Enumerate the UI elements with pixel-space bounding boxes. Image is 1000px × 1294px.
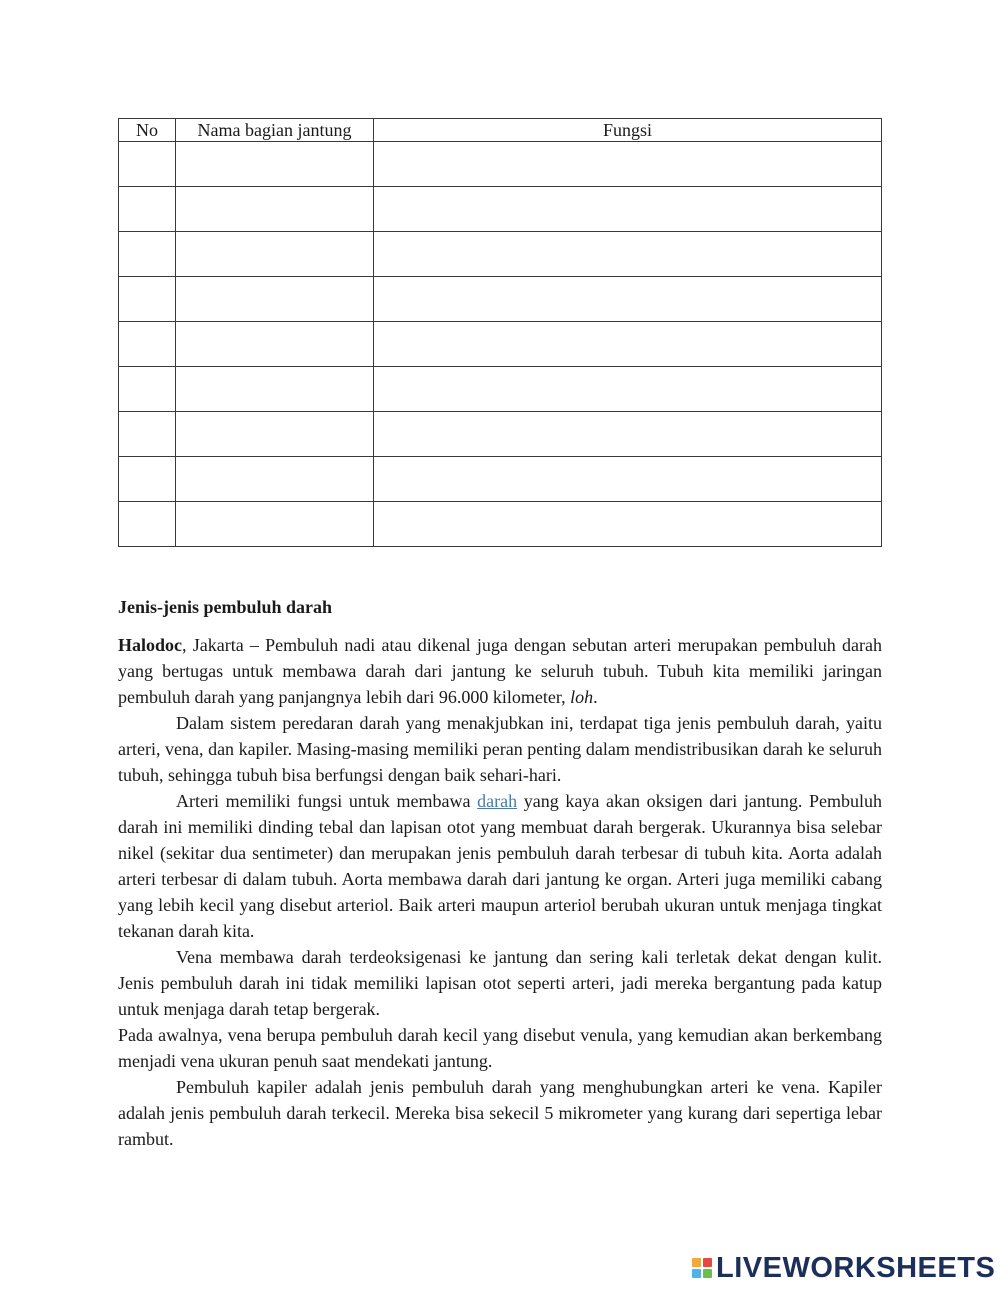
header-fungsi: Fungsi [374, 119, 882, 142]
table-row [119, 232, 882, 277]
no-input[interactable] [119, 412, 175, 456]
cell-nama [176, 502, 374, 547]
nama-bagian-input[interactable] [176, 367, 373, 411]
answer-table [118, 118, 882, 547]
header-nama-bagian-jantung: Nama bagian jantung [176, 119, 374, 142]
liveworksheets-logo-icon [692, 1258, 712, 1278]
cell-nama [176, 457, 374, 502]
nama-bagian-input[interactable] [176, 232, 373, 276]
table-row [119, 367, 882, 412]
cell-fungsi [374, 142, 882, 187]
fungsi-input[interactable] [374, 187, 881, 231]
table-row [119, 322, 882, 367]
table-row [119, 277, 882, 322]
cell-nama [176, 232, 374, 277]
cell-no [119, 322, 176, 367]
paragraph-text: Arteri memiliki fungsi untuk membawa [176, 791, 478, 811]
cell-nama [176, 187, 374, 232]
fungsi-input[interactable] [374, 142, 881, 186]
emphasis-text: loh [570, 687, 594, 707]
paragraph-text: , Jakarta – Pembuluh nadi atau dikenal juga dengan sebutan arteri merupakan pembuluh darah yang bertugas untuk membawa darah dari jantung ke seluruh tubuh. Tubuh kita memiliki jaringan pembuluh darah yang panjangnya lebih dari 96.000 kilometer, [118, 635, 882, 707]
nama-bagian-input[interactable] [176, 322, 373, 366]
cell-fungsi [374, 367, 882, 412]
paragraph-intro [118, 632, 882, 710]
no-input[interactable] [119, 277, 175, 321]
fungsi-input[interactable] [374, 367, 881, 411]
nama-bagian-input[interactable] [176, 502, 373, 546]
cell-no [119, 232, 176, 277]
fungsi-input[interactable] [374, 457, 881, 501]
fungsi-input[interactable] [374, 277, 881, 321]
paragraph-text: yang kaya akan oksigen dari jantung. Pembuluh darah ini memiliki dinding tebal dan lapisan otot yang membuat darah bergerak. Ukurannya bisa selebar nikel (sekitar dua sentimeter) dan merupakan jenis pembuluh darah terbesar di tubuh kita. Aorta adalah arteri terbesar di dalam tubuh. Aorta membawa darah dari jantung ke organ. Arteri juga memiliki cabang yang lebih kecil yang disebut arteriol. Baik arteri maupun arteriol berubah ukuran untuk menjaga tingkat tekanan darah kita. [118, 791, 883, 941]
cell-no [119, 142, 176, 187]
nama-bagian-input[interactable] [176, 187, 373, 231]
table-row [119, 412, 882, 457]
no-input[interactable] [119, 367, 175, 411]
cell-nama [176, 412, 374, 457]
paragraph-jenis: Dalam sistem peredaran darah yang menakjubkan ini, terdapat tiga jenis pembuluh darah, yaitu arteri, vena, dan kapiler. Masing-masing memiliki peran penting dalam mendistribusikan darah ke seluruh tubuh, sehingga tubuh bisa berfungsi dengan baik sehari-hari. [118, 713, 882, 785]
table-row [119, 187, 882, 232]
source-name: Halodoc [118, 635, 183, 655]
nama-bagian-input[interactable] [176, 142, 373, 186]
table-row [119, 142, 882, 187]
cell-fungsi [374, 457, 882, 502]
logo-square-3 [692, 1269, 701, 1278]
cell-nama [176, 367, 374, 412]
table-row [119, 502, 882, 547]
no-input[interactable] [119, 187, 175, 231]
fungsi-input[interactable] [374, 232, 881, 276]
paragraph-vena: Vena membawa darah terdeoksigenasi ke jantung dan sering kali terletak dekat dengan kulit. Jenis pembuluh darah ini tidak memiliki lapisan otot seperti arteri, jadi mereka bergantung pada katup untuk menjaga darah tetap bergerak. [118, 947, 882, 1019]
liveworksheets-brand [692, 1253, 995, 1283]
nama-bagian-input[interactable] [176, 457, 373, 501]
no-input[interactable] [119, 502, 175, 546]
section-heading: Jenis-jenis pembuluh darah [118, 597, 333, 617]
logo-square-4 [703, 1269, 712, 1278]
cell-no [119, 502, 176, 547]
cell-nama [176, 277, 374, 322]
fungsi-input[interactable] [374, 322, 881, 366]
no-input[interactable] [119, 232, 175, 276]
brand-name: LIVEWORKSHEETS [716, 1252, 996, 1284]
cell-fungsi [374, 322, 882, 367]
paragraph-kapiler: Pembuluh kapiler adalah jenis pembuluh darah yang menghubungkan arteri ke vena. Kapiler adalah jenis pembuluh darah terkecil. Mereka bisa sekecil 5 mikrometer yang kurang dari sepertiga lebar rambut. [118, 1077, 882, 1149]
cell-fungsi [374, 187, 882, 232]
fungsi-input[interactable] [374, 502, 881, 546]
article-body [118, 632, 882, 1152]
no-input[interactable] [119, 142, 175, 186]
nama-bagian-input[interactable] [176, 277, 373, 321]
logo-square-1 [692, 1258, 701, 1267]
cell-no [119, 457, 176, 502]
cell-nama [176, 142, 374, 187]
paragraph-end: . [593, 687, 598, 707]
fungsi-input[interactable] [374, 412, 881, 456]
cell-fungsi [374, 412, 882, 457]
cell-no [119, 187, 176, 232]
cell-no [119, 277, 176, 322]
cell-fungsi [374, 277, 882, 322]
table-header-row [119, 119, 882, 142]
cell-no [119, 367, 176, 412]
cell-nama [176, 322, 374, 367]
cell-fungsi [374, 232, 882, 277]
nama-bagian-input[interactable] [176, 412, 373, 456]
paragraph-arteri [118, 788, 882, 944]
no-input[interactable] [119, 322, 175, 366]
table-row [119, 457, 882, 502]
darah-link[interactable]: darah [477, 791, 518, 811]
paragraph-venula: Pada awalnya, vena berupa pembuluh darah kecil yang disebut venula, yang kemudian akan berkembang menjadi vena ukuran penuh saat mendekati jantung. [118, 1025, 882, 1071]
header-no: No [119, 119, 176, 142]
cell-no [119, 412, 176, 457]
cell-fungsi [374, 502, 882, 547]
no-input[interactable] [119, 457, 175, 501]
logo-square-2 [703, 1258, 712, 1267]
